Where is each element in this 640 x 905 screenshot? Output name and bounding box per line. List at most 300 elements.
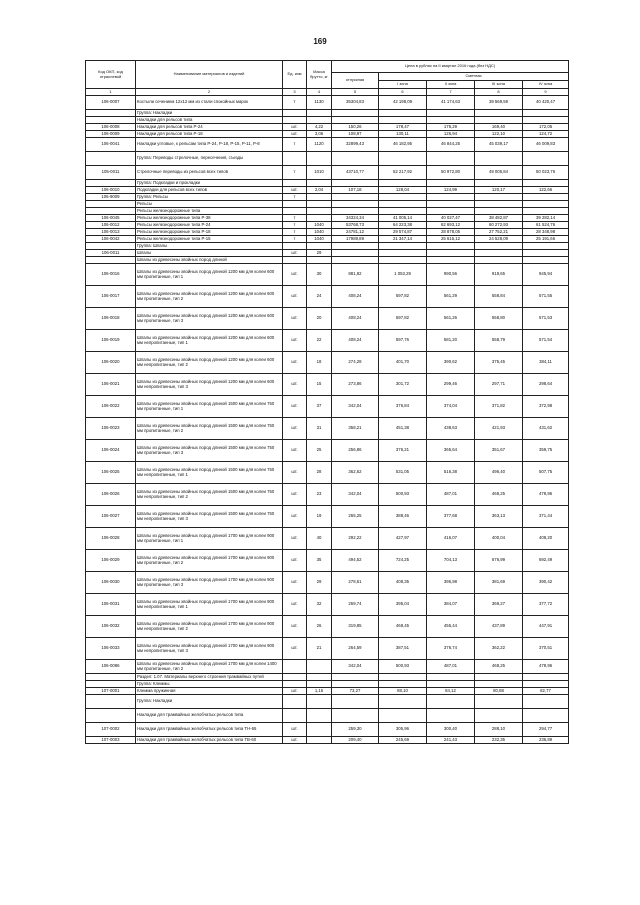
- row-mass: [307, 152, 332, 166]
- row-code: 106-0026: [86, 484, 136, 506]
- row-price-zone2: 704,13: [427, 550, 475, 572]
- table-row: [86, 528, 569, 550]
- row-price-zone4: [523, 180, 569, 187]
- row-price-zone2: 581,20: [427, 330, 475, 352]
- row-code: 106-0027: [86, 506, 136, 528]
- row-mass: 29: [307, 250, 332, 257]
- row-price-zone4: [523, 674, 569, 681]
- row-unit: шт.: [283, 594, 307, 616]
- row-unit: [283, 180, 307, 187]
- row-price-release: 273,86: [332, 374, 379, 396]
- row-code: 106-0007: [86, 96, 136, 110]
- row-price-zone1: 46 182,95: [379, 138, 427, 152]
- row-name: Шпалы из древесины хвойных пород длиной 1500 мм для колеи 750 мм пропитанные, тип 2: [136, 418, 283, 440]
- row-price-release: 43710,77: [332, 166, 379, 180]
- row-price-zone3: 468,25: [475, 484, 523, 506]
- row-mass: 3,06: [307, 131, 332, 138]
- row-price-zone2: [427, 709, 475, 723]
- row-mass: 40: [307, 528, 332, 550]
- row-code: 106-0022: [86, 396, 136, 418]
- row-price-release: 278,61: [332, 572, 379, 594]
- table-row: [86, 681, 569, 688]
- row-unit: т: [283, 166, 307, 180]
- row-unit: шт.: [283, 187, 307, 194]
- row-price-zone3: 39 569,59: [475, 96, 523, 110]
- col-index: 8: [475, 89, 523, 96]
- row-mass: 1130: [307, 96, 332, 110]
- row-price-zone2: [427, 257, 475, 264]
- row-name: Шпалы из древесины хвойных пород длиной 1200 мм для колеи 600 мм непропитанные, тип 1: [136, 330, 283, 352]
- row-price-zone4: [523, 257, 569, 264]
- row-name: Шпалы из древесины хвойных пород длиной 1500 мм для колеи 750 мм непропитанные, тип 3: [136, 506, 283, 528]
- table-row: [86, 286, 569, 308]
- header-zone2: II зона: [427, 81, 475, 89]
- table-row: [86, 110, 569, 117]
- row-price-release: [332, 152, 379, 166]
- row-mass: 32: [307, 594, 332, 616]
- row-price-zone3: 437,89: [475, 616, 523, 638]
- table-row: [86, 187, 569, 194]
- col-index: 6: [379, 89, 427, 96]
- row-price-zone4: 122,66: [523, 187, 569, 194]
- row-price-zone1: [379, 709, 427, 723]
- row-name: Шпалы из древесины хвойных пород длиной 1500 мм для колеи 750 мм непропитанные, тип 2: [136, 484, 283, 506]
- table-row: [86, 594, 569, 616]
- row-unit: шт.: [283, 330, 307, 352]
- row-unit: шт.: [283, 528, 307, 550]
- row-mass: [307, 180, 332, 187]
- row-code: [86, 110, 136, 117]
- row-unit: т: [283, 229, 307, 236]
- row-price-zone4: 945,94: [523, 264, 569, 286]
- row-name: Накладки для трамвайных желобчатых рельсов типа ТВ-60: [136, 737, 283, 744]
- row-mass: [307, 695, 332, 709]
- row-code: 106-0016: [86, 264, 136, 286]
- col-index: 9: [523, 89, 569, 96]
- row-price-zone2: 990,56: [427, 264, 475, 286]
- row-price-zone1: 597,76: [379, 330, 427, 352]
- row-price-zone1: [379, 674, 427, 681]
- row-price-zone4: 409,20: [523, 528, 569, 550]
- row-name: Шпалы из древесины хвойных пород длиной 1200 мм для колеи 600 мм непропитанные, тип 3: [136, 374, 283, 396]
- row-price-zone4: 372,98: [523, 396, 569, 418]
- row-name: Костыли сечением 12х12 мм из стали спокойных марок: [136, 96, 283, 110]
- row-mass: 1040: [307, 222, 332, 229]
- row-price-release: 17989,89: [332, 236, 379, 243]
- table-row: [86, 124, 569, 131]
- row-price-zone3: 362,22: [475, 638, 523, 660]
- row-price-zone3: 60 272,93: [475, 222, 523, 229]
- row-name: Группа: Шпалы: [136, 243, 283, 250]
- row-price-zone4: 507,75: [523, 462, 569, 484]
- row-price-zone1: 301,72: [379, 374, 427, 396]
- row-price-zone2: [427, 152, 475, 166]
- row-price-zone2: 28 878,05: [427, 229, 475, 236]
- row-mass: 1040: [307, 229, 332, 236]
- row-price-release: 259,30: [332, 723, 379, 737]
- row-price-zone1: 376,21: [379, 440, 427, 462]
- row-price-zone4: [523, 110, 569, 117]
- row-price-zone3: [475, 208, 523, 215]
- row-code: 106-0020: [86, 352, 136, 374]
- row-price-zone1: 376,84: [379, 396, 427, 418]
- row-price-zone3: 421,93: [475, 418, 523, 440]
- row-name: Шпалы из древесины хвойных пород длиной 1700 мм для колеи 900 мм пропитанные, тип 1: [136, 528, 283, 550]
- row-code: 106-0008: [86, 124, 136, 131]
- row-unit: шт.: [283, 286, 307, 308]
- row-unit: т: [283, 222, 307, 229]
- row-price-zone1: [379, 201, 427, 208]
- row-price-zone3: 558,79: [475, 330, 523, 352]
- row-price-zone2: 124,99: [427, 187, 475, 194]
- row-price-zone4: 447,91: [523, 616, 569, 638]
- table-row: [86, 250, 569, 257]
- row-code: 106-0019: [86, 330, 136, 352]
- row-unit: шт.: [283, 484, 307, 506]
- row-price-release: 265,25: [332, 506, 379, 528]
- row-price-zone2: 487,01: [427, 484, 475, 506]
- row-price-zone4: 50 023,76: [523, 166, 569, 180]
- row-price-release: 494,52: [332, 550, 379, 572]
- col-index: 7: [427, 89, 475, 96]
- row-price-zone4: 692,49: [523, 550, 569, 572]
- row-price-zone2: 62 693,12: [427, 222, 475, 229]
- row-price-zone4: 39 282,14: [523, 215, 569, 222]
- row-price-zone3: 369,27: [475, 594, 523, 616]
- table-row: [86, 229, 569, 236]
- row-unit: [283, 110, 307, 117]
- table-row: [86, 396, 569, 418]
- row-mass: 4,22: [307, 124, 332, 131]
- row-price-release: 24781,12: [332, 229, 379, 236]
- row-price-zone1: 468,45: [379, 616, 427, 638]
- row-price-zone4: 371,44: [523, 506, 569, 528]
- row-mass: [307, 243, 332, 250]
- row-price-release: 264,59: [332, 638, 379, 660]
- row-code: 106-9009: [86, 194, 136, 201]
- row-price-zone1: 387,51: [379, 638, 427, 660]
- row-price-zone3: [475, 180, 523, 187]
- row-price-zone3: [475, 674, 523, 681]
- row-code: 106-0009: [86, 131, 136, 138]
- header-release: отпускная: [332, 73, 379, 89]
- row-price-release: [332, 180, 379, 187]
- table-row: [86, 257, 569, 264]
- table-row: [86, 695, 569, 709]
- row-price-zone1: [379, 695, 427, 709]
- row-price-zone2: [427, 695, 475, 709]
- row-price-zone4: 25 191,66: [523, 236, 569, 243]
- table-row: [86, 222, 569, 229]
- row-price-zone3: 676,99: [475, 550, 523, 572]
- table-row: [86, 201, 569, 208]
- table-row: [86, 308, 569, 330]
- row-name: Рельсы: [136, 201, 283, 208]
- row-name: Шпалы из древесины хвойных пород длиной 1700 мм для колеи 900 мм пропитанные, тип 2: [136, 550, 283, 572]
- row-price-zone1: 401,70: [379, 352, 427, 374]
- row-price-zone3: 381,69: [475, 572, 523, 594]
- row-price-zone3: 232,35: [475, 737, 523, 744]
- row-unit: шт.: [283, 352, 307, 374]
- row-price-zone2: 374,04: [427, 396, 475, 418]
- row-code: 107-0002: [86, 723, 136, 737]
- row-price-zone2: 516,38: [427, 462, 475, 484]
- row-price-zone3: 918,65: [475, 264, 523, 286]
- table-row: [86, 374, 569, 396]
- row-unit: шт.: [283, 737, 307, 744]
- table-row: [86, 737, 569, 744]
- row-price-zone3: 49 005,84: [475, 166, 523, 180]
- row-code: 106-0025: [86, 462, 136, 484]
- row-price-zone1: 500,93: [379, 660, 427, 674]
- row-price-release: [332, 709, 379, 723]
- table-row: [86, 572, 569, 594]
- table-row: [86, 506, 569, 528]
- row-unit: [283, 201, 307, 208]
- row-price-zone2: 416,07: [427, 528, 475, 550]
- row-name: Шпалы из древесины хвойных пород длиной 1200 мм для колеи 600 мм пропитанные, тип 3: [136, 308, 283, 330]
- row-unit: т: [283, 138, 307, 152]
- row-unit: шт.: [283, 418, 307, 440]
- row-code: 106-0033: [86, 638, 136, 660]
- row-name: Шпалы из древесины хвойных пород длиной 1500 мм для колеи 750 мм пропитанные, тип 3: [136, 440, 283, 462]
- row-price-release: 342,04: [332, 484, 379, 506]
- row-code: 106-0010: [86, 187, 136, 194]
- row-price-zone2: 126,94: [427, 131, 475, 138]
- row-price-zone2: 396,98: [427, 572, 475, 594]
- row-price-zone1: 29 574,87: [379, 229, 427, 236]
- row-price-zone4: 571,55: [523, 286, 569, 308]
- row-name: Рельсы железнодорожные типа Р-38: [136, 215, 283, 222]
- row-mass: 1,15: [307, 688, 332, 695]
- row-code: 107-0003: [86, 737, 136, 744]
- row-price-zone2: [427, 674, 475, 681]
- row-price-zone1: [379, 152, 427, 166]
- row-price-zone1: [379, 194, 427, 201]
- row-price-zone2: 25 615,12: [427, 236, 475, 243]
- row-name: Группа: Накладки: [136, 110, 283, 117]
- row-price-zone4: 82,77: [523, 688, 569, 695]
- row-unit: т: [283, 194, 307, 201]
- row-price-zone3: 120,17: [475, 187, 523, 194]
- table-row: [86, 138, 569, 152]
- row-name: Группа: Подкладки и прокладки: [136, 180, 283, 187]
- header-mass: Масса брутто, кг: [307, 61, 332, 89]
- row-price-release: [332, 681, 379, 688]
- row-mass: [307, 194, 332, 201]
- row-code: [86, 674, 136, 681]
- row-price-zone2: 175,29: [427, 124, 475, 131]
- row-price-zone1: 245,69: [379, 737, 427, 744]
- row-unit: [283, 681, 307, 688]
- row-price-zone4: [523, 695, 569, 709]
- row-price-zone2: 365,64: [427, 440, 475, 462]
- row-code: 106-0028: [86, 528, 136, 550]
- row-price-zone1: [379, 257, 427, 264]
- row-unit: шт.: [283, 616, 307, 638]
- row-unit: шт.: [283, 264, 307, 286]
- col-index: 3: [283, 89, 307, 96]
- row-price-zone4: [523, 709, 569, 723]
- row-price-zone4: 172,05: [523, 124, 569, 131]
- row-price-zone1: 88,10: [379, 688, 427, 695]
- row-mass: 25: [307, 440, 332, 462]
- row-price-zone3: [475, 117, 523, 124]
- row-name: Рельсы железнодорожные типа Р-24: [136, 222, 283, 229]
- row-price-release: [332, 208, 379, 215]
- row-mass: [307, 709, 332, 723]
- row-mass: 19: [307, 506, 332, 528]
- row-name: Клемма пружинная: [136, 688, 283, 695]
- row-unit: т: [283, 215, 307, 222]
- row-mass: [307, 257, 332, 264]
- row-price-zone1: [379, 180, 427, 187]
- row-price-zone3: 400,04: [475, 528, 523, 550]
- row-mass: 1010: [307, 166, 332, 180]
- header-price-title: Цена в рублях на II квартал 2016 года (без НДС): [332, 61, 569, 73]
- row-name: Шпалы из древесины хвойных пород длиной 1200 мм для колеи 600 мм непропитанные, тип 2: [136, 352, 283, 374]
- row-price-release: 319,85: [332, 616, 379, 638]
- row-price-zone2: 377,68: [427, 506, 475, 528]
- row-price-zone2: [427, 194, 475, 201]
- row-price-release: 342,04: [332, 396, 379, 418]
- row-price-zone4: 370,51: [523, 638, 569, 660]
- row-name: Рельсы железнодорожные типа: [136, 208, 283, 215]
- row-price-zone3: [475, 709, 523, 723]
- row-mass: 29: [307, 572, 332, 594]
- row-code: [86, 243, 136, 250]
- row-unit: шт.: [283, 124, 307, 131]
- row-price-zone2: 455,44: [427, 616, 475, 638]
- row-mass: 30: [307, 264, 332, 286]
- row-code: 106-0023: [86, 418, 136, 440]
- row-price-zone4: [523, 243, 569, 250]
- table-body: [86, 96, 569, 744]
- row-price-zone4: 124,72: [523, 131, 569, 138]
- row-name: Накладки для рельсов типа Р-18: [136, 131, 283, 138]
- row-price-zone3: 375,45: [475, 352, 523, 374]
- row-price-release: 358,21: [332, 418, 379, 440]
- row-price-release: 32899,43: [332, 138, 379, 152]
- row-price-release: 209,40: [332, 737, 379, 744]
- row-price-zone2: [427, 180, 475, 187]
- row-name: Шпалы из древесины хвойных пород длиной 1700 мм для колеи 900 мм непропитанные, тип 2: [136, 616, 283, 638]
- row-code: 106-0017: [86, 286, 136, 308]
- row-price-zone1: 1 053,29: [379, 264, 427, 286]
- row-code: 106-0030: [86, 572, 136, 594]
- row-mass: [307, 117, 332, 124]
- row-name: Шпалы из древесины хвойных пород длиной: [136, 257, 283, 264]
- row-price-release: [332, 201, 379, 208]
- row-price-zone1: 128,04: [379, 187, 427, 194]
- row-mass: [307, 110, 332, 117]
- table-row: [86, 709, 569, 723]
- row-price-zone2: [427, 681, 475, 688]
- row-price-zone2: 376,74: [427, 638, 475, 660]
- row-price-release: 53768,73: [332, 222, 379, 229]
- row-mass: 28: [307, 462, 332, 484]
- row-price-release: [332, 250, 379, 257]
- row-price-release: [332, 194, 379, 201]
- row-price-release: [332, 257, 379, 264]
- header-name: Наименование материалов и изделий: [136, 61, 283, 89]
- row-name: Шпалы из древесины хвойных пород длиной 1500 мм для колеи 750 мм непропитанные, тип 1: [136, 462, 283, 484]
- row-code: [86, 152, 136, 166]
- row-unit: шт.: [283, 550, 307, 572]
- row-unit: шт.: [283, 396, 307, 418]
- row-price-release: 150,26: [332, 124, 379, 131]
- row-name: Группа: Рельсы: [136, 194, 283, 201]
- row-price-release: 274,28: [332, 352, 379, 374]
- row-code: [86, 257, 136, 264]
- row-price-zone4: 478,96: [523, 660, 569, 674]
- row-price-release: 256,86: [332, 440, 379, 462]
- row-price-zone3: [475, 201, 523, 208]
- row-price-zone3: 468,25: [475, 660, 523, 674]
- table-row: [86, 194, 569, 201]
- row-price-zone1: 597,82: [379, 286, 427, 308]
- row-code: 106-0012: [86, 222, 136, 229]
- row-price-zone4: [523, 117, 569, 124]
- row-price-release: [332, 674, 379, 681]
- row-price-zone4: 236,89: [523, 737, 569, 744]
- row-mass: 26: [307, 616, 332, 638]
- row-name: Раздел: 1.07. Материалы верхнего строения трамвайных путей: [136, 674, 283, 681]
- row-price-zone4: [523, 201, 569, 208]
- row-price-zone3: 363,13: [475, 506, 523, 528]
- row-price-zone2: [427, 243, 475, 250]
- table-row: [86, 152, 569, 166]
- row-name: Накладки для рельсов типа: [136, 117, 283, 124]
- row-name: Группа: Накладки: [136, 695, 283, 709]
- page-number: 169: [313, 37, 327, 46]
- row-code: [86, 180, 136, 187]
- row-name: Группа: Переводы стрелочные, пересечения, съезды: [136, 152, 283, 166]
- row-code: [86, 695, 136, 709]
- row-mass: 23: [307, 484, 332, 506]
- row-code: 106-0021: [86, 374, 136, 396]
- row-price-release: 107,18: [332, 187, 379, 194]
- row-code: 106-0031: [86, 594, 136, 616]
- row-price-zone1: [379, 117, 427, 124]
- row-price-release: 408,24: [332, 308, 379, 330]
- row-unit: [283, 152, 307, 166]
- row-price-zone2: 84,12: [427, 688, 475, 695]
- row-price-zone1: 451,38: [379, 418, 427, 440]
- row-price-zone2: [427, 110, 475, 117]
- row-code: 106-0045: [86, 215, 136, 222]
- row-price-release: 881,82: [332, 264, 379, 286]
- row-mass: 21: [307, 638, 332, 660]
- row-price-zone1: 21 347,14: [379, 236, 427, 243]
- row-price-zone1: 52 217,92: [379, 166, 427, 180]
- row-unit: шт.: [283, 374, 307, 396]
- table-row: [86, 660, 569, 674]
- row-mass: [307, 681, 332, 688]
- row-price-zone2: 487,01: [427, 660, 475, 674]
- row-price-zone2: [427, 201, 475, 208]
- table-row: [86, 208, 569, 215]
- row-price-zone1: 178,47: [379, 124, 427, 131]
- row-price-zone4: 294,77: [523, 723, 569, 737]
- row-price-zone3: [475, 194, 523, 201]
- row-price-zone1: 395,04: [379, 594, 427, 616]
- row-price-zone2: 561,29: [427, 286, 475, 308]
- row-price-zone3: 45 039,17: [475, 138, 523, 152]
- row-price-zone1: [379, 250, 427, 257]
- row-name: Шпалы из древесины хвойных пород длиной 1700 мм для колеи 900 мм непропитанные, тип 3: [136, 638, 283, 660]
- row-name: Накладки для трамвайных желобчатых рельсов типа ТН-65: [136, 723, 283, 737]
